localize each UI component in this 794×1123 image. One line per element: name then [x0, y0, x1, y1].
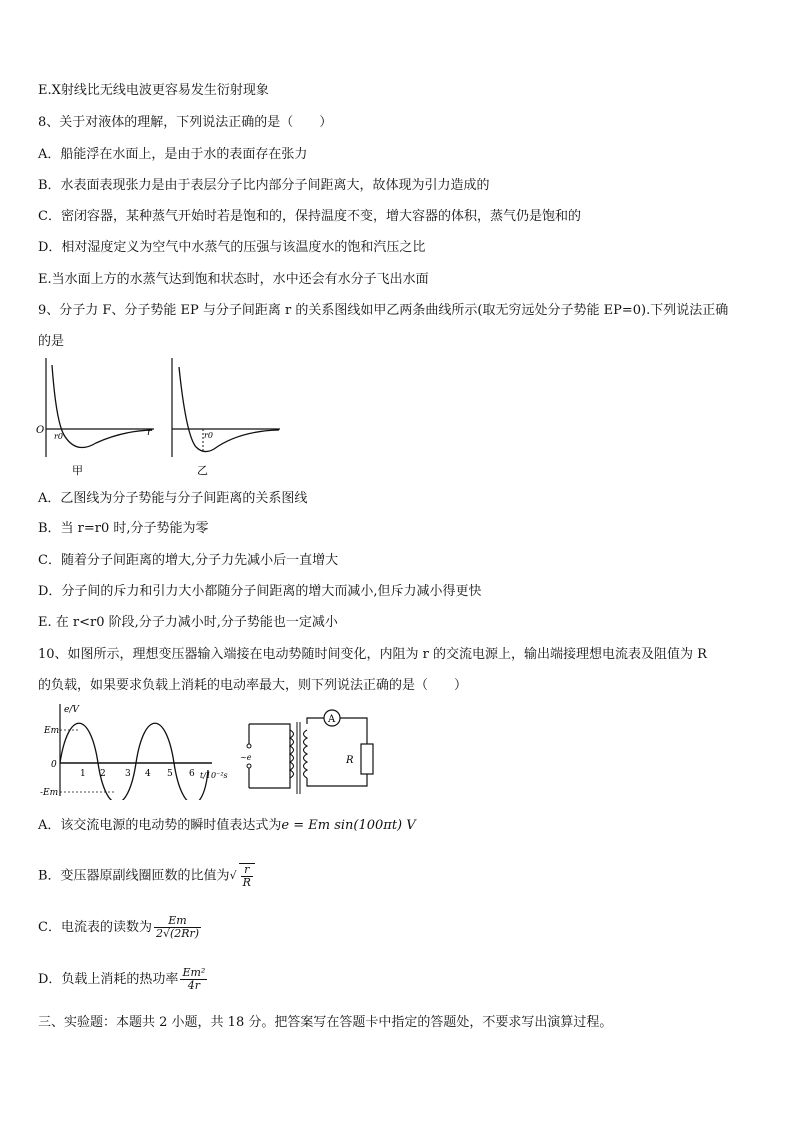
fig10-ammeter: A	[328, 714, 336, 725]
fig10-tick-6: 6	[189, 769, 195, 779]
q8-option-d: D．相对湿度定义为空气中水蒸气的压强与该温度水的饱和汽压之比	[38, 240, 426, 255]
q10-option-c	[38, 914, 201, 942]
fig10-source: ~e	[240, 753, 252, 762]
fig9-r-left: r	[147, 427, 152, 438]
q9-option-a: A．乙图线为分子势能与分子间距离的关系图线	[38, 491, 308, 506]
fig10-neg-em: -Em	[40, 788, 59, 798]
fig9-label-jia: 甲	[72, 464, 83, 477]
question-10-line2: 的负载，如果要求负载上消耗的电动率最大，则下列说法正确的是（ ）	[38, 678, 468, 693]
fig10-tick-5: 5	[167, 769, 173, 779]
q9-option-b: B．当 r=r0 时,分子势能为零	[38, 521, 209, 536]
q10d-text: D．负载上消耗的热功率	[38, 972, 179, 987]
question-8: 8、关于对液体的理解，下列说法正确的是（ ）	[38, 115, 333, 130]
fig9-r0-right: r0	[204, 431, 213, 440]
fig10-origin: 0	[51, 760, 57, 770]
q10c-den: 2√(2Rr)	[155, 927, 200, 940]
q10b-den: R	[242, 876, 251, 889]
q9-option-d: D．分子间的斥力和引力大小都随分子间距离的增大而减小,但斥力减小得更快	[38, 584, 482, 599]
q8-option-b: B．水表面表现张力是由于表层分子比内部分子间距离大，故体现为引力造成的	[38, 178, 490, 193]
fig10-xlabel: t/10⁻²s	[200, 771, 228, 780]
fig10-tick-3: 3	[125, 769, 131, 779]
q10b-text: B．变压器原副线圈匝数的比值为	[38, 868, 230, 884]
q9-option-e: E. 在 r<r0 阶段,分子力减小时,分子势能也一定减小	[38, 615, 338, 630]
fig10-tick-1: 1	[80, 769, 86, 779]
option-e-xray: E.X射线比无线电波更容易发生衍射现象	[38, 83, 269, 98]
sqrt-ratio: √ $\frac{r}{R}$	[230, 862, 255, 890]
fig9-r0-left: r0	[54, 432, 63, 441]
fig9-label-yi: 乙	[197, 464, 208, 477]
question-10-line1: 10、如图所示，理想变压器输入端接在电动势随时间变化，内阻为 r 的交流电源上，输出端接理想电流表及阻值为 R	[38, 647, 707, 662]
fig10-tick-4: 4	[145, 769, 151, 779]
fig10-ylabel: e/V	[64, 705, 79, 715]
question-9-line1: 9、分子力 F、分子势能 EP 与分子间距离 r 的关系图线如甲乙两条曲线所示(取无穷远处分子势能 EP=0).下列说法正确	[38, 303, 729, 318]
q10c-num: Em	[154, 915, 201, 928]
q10d-den: 4r	[187, 979, 200, 992]
figure-ac-source-transformer	[34, 700, 384, 800]
q10-option-b	[38, 862, 255, 891]
figure-molecular-force-curves	[34, 355, 284, 480]
q8-option-a: A．船能浮在水面上，是由于水的表面存在张力	[38, 147, 308, 162]
q10-option-a	[38, 818, 416, 834]
fig10-em: Em	[44, 726, 60, 736]
q10d-num: Em²	[182, 966, 206, 979]
fig10-load: R	[346, 755, 354, 766]
q10a-text: A．该交流电源的电动势的瞬时值表达式为	[38, 818, 282, 833]
fig10-tick-2: 2	[100, 769, 106, 779]
q10b-num: r	[241, 864, 253, 877]
q8-option-c: C．密闭容器，某种蒸气开始时若是饱和的，保持温度不变，增大容器的体积，蒸气仍是饱和的	[38, 209, 581, 224]
q10c-text: C．电流表的读数为	[38, 920, 152, 935]
section-3-heading: 三、实验题：本题共 2 小题，共 18 分。把答案写在答题卡中指定的答题处，不要求写出演算过程。	[38, 1015, 613, 1030]
fig9-origin-left: O	[36, 425, 45, 436]
q10a-formula: e = Em sin(100πt) V	[281, 818, 416, 833]
question-9-line2: 的是	[38, 334, 65, 349]
q10-option-d	[38, 966, 207, 994]
q8-option-e: E.当水面上方的水蒸气达到饱和状态时，水中还会有水分子飞出水面	[38, 272, 429, 287]
q9-option-c: C．随着分子间距离的增大,分子力先减小后一直增大	[38, 553, 339, 568]
